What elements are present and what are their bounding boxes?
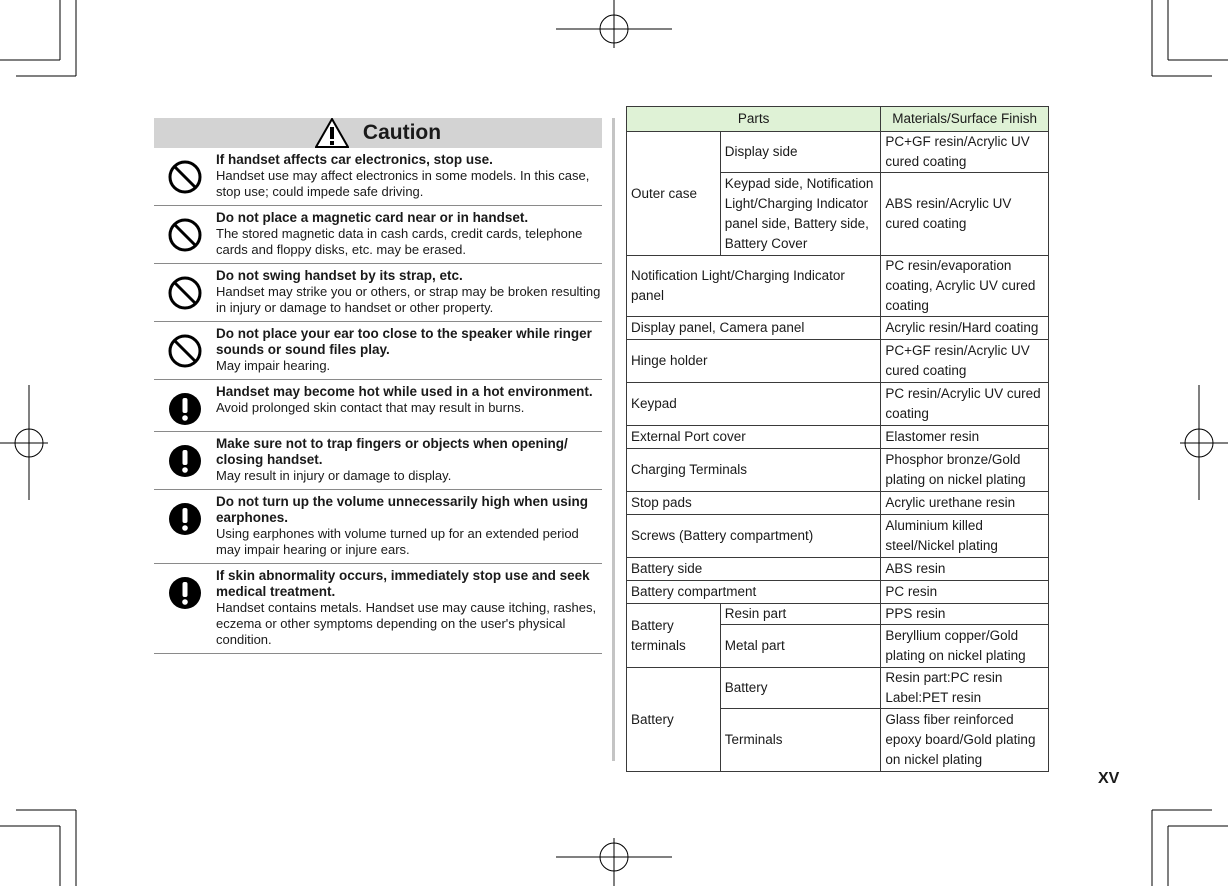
part-cell: External Port cover [627, 426, 881, 449]
page-number: XV [1098, 770, 1120, 787]
caution-item [154, 490, 602, 564]
table-row [627, 317, 1049, 340]
instruction-icon [154, 384, 216, 426]
part-cell: Resin part [720, 604, 881, 625]
caution-section [154, 118, 602, 654]
table-row [627, 604, 1049, 625]
caution-item [154, 322, 602, 380]
table-row [627, 515, 1049, 558]
caution-item-text [216, 152, 602, 200]
caution-item-body: Using earphones with volume turned up for an extended period may impair hearing or injure ears. [216, 526, 579, 557]
material-cell: ABS resin [881, 558, 1049, 581]
part-cell: Battery [720, 668, 881, 709]
material-cell: Aluminium killed steel/Nickel plating [881, 515, 1049, 558]
caution-header [154, 118, 602, 148]
material-cell: Acrylic resin/Hard coating [881, 317, 1049, 340]
part-cell: Terminals [720, 709, 881, 772]
part-cell: Stop pads [627, 492, 881, 515]
caution-item-heading: If handset affects car electronics, stop use. [216, 152, 493, 167]
caution-item-heading: Do not turn up the volume unnecessarily high when using earphones. [216, 494, 589, 525]
part-cell: Battery side [627, 558, 881, 581]
part-cell: Notification Light/Charging Indicator panel [627, 256, 881, 317]
caution-item-heading: If skin abnormality occurs, immediately stop use and seek medical treatment. [216, 568, 590, 599]
caution-title: Caution [362, 121, 442, 144]
table-row [627, 132, 1049, 173]
instruction-icon [154, 568, 216, 648]
part-cell: Keypad side, Notification Light/Charging Indicator panel side, Battery side, Battery Cover [720, 173, 881, 256]
caution-item-text [216, 384, 602, 426]
material-cell: Beryllium copper/Gold plating on nickel plating [881, 625, 1049, 668]
instruction-icon [154, 436, 216, 484]
part-cell: Screws (Battery compartment) [627, 515, 881, 558]
part-cell: Metal part [720, 625, 881, 668]
material-line: Resin part:PC resin [885, 670, 1003, 685]
header-materials: Materials/Surface Finish [881, 107, 1049, 132]
material-cell: PC resin/Acrylic UV cured coating [881, 383, 1049, 426]
material-cell: ABS resin/Acrylic UV cured coating [881, 173, 1049, 256]
caution-item-text [216, 494, 602, 558]
caution-item [154, 148, 602, 206]
caution-item [154, 564, 602, 654]
prohibition-icon [154, 326, 216, 374]
prohibition-icon [154, 210, 216, 258]
outer-case-label: Outer case [627, 132, 721, 256]
caution-item-body: Handset may strike you or others, or strap may be broken resulting in injury or damage to handset or other property. [216, 284, 601, 315]
caution-item-heading: Make sure not to trap fingers or objects when opening/ closing handset. [216, 436, 568, 467]
battery-label: Battery [627, 668, 721, 772]
caution-item-body: The stored magnetic data in cash cards, credit cards, telephone cards and floppy disks, etc. may be erased. [216, 226, 583, 257]
materials-table [626, 106, 1049, 772]
prohibition-icon [154, 268, 216, 316]
part-cell: Keypad [627, 383, 881, 426]
caution-item-body: Handset contains metals. Handset use may cause itching, rashes, eczema or other symptoms depending on the user's physical condition. [216, 600, 597, 647]
material-cell: PC+GF resin/Acrylic UV cured coating [881, 340, 1049, 383]
material-cell [881, 668, 1049, 709]
table-row [627, 426, 1049, 449]
caution-item-text [216, 210, 602, 258]
caution-item-heading: Do not place your ear too close to the speaker while ringer sounds or sound files play. [216, 326, 592, 357]
material-cell: PPS resin [881, 604, 1049, 625]
caution-item-text [216, 326, 602, 374]
material-cell: Glass fiber reinforced epoxy board/Gold plating on nickel plating [881, 709, 1049, 772]
part-cell: Display side [720, 132, 881, 173]
table-row [627, 492, 1049, 515]
table-row [627, 668, 1049, 709]
material-cell: PC+GF resin/Acrylic UV cured coating [881, 132, 1049, 173]
part-cell: Display panel, Camera panel [627, 317, 881, 340]
material-cell: PC resin [881, 581, 1049, 604]
prohibition-icon [154, 152, 216, 200]
material-cell: Elastomer resin [881, 426, 1049, 449]
caution-item-body: May result in injury or damage to display. [216, 468, 452, 483]
battery-terminals-label: Battery terminals [627, 604, 721, 668]
column-divider [612, 118, 615, 761]
caution-item-text [216, 268, 602, 316]
caution-item [154, 380, 602, 432]
material-cell: Phosphor bronze/Gold plating on nickel plating [881, 449, 1049, 492]
material-cell: Acrylic urethane resin [881, 492, 1049, 515]
caution-item-body: May impair hearing. [216, 358, 331, 373]
table-row [627, 340, 1049, 383]
caution-item-body: Handset use may affect electronics in some models. In this case, stop use; could impede safe driving. [216, 168, 590, 199]
caution-item [154, 206, 602, 264]
caution-item-heading: Handset may become hot while used in a hot environment. [216, 384, 593, 399]
part-cell: Battery compartment [627, 581, 881, 604]
caution-item-heading: Do not place a magnetic card near or in handset. [216, 210, 529, 225]
part-cell: Charging Terminals [627, 449, 881, 492]
table-row [627, 256, 1049, 317]
caution-item-heading: Do not swing handset by its strap, etc. [216, 268, 463, 283]
table-row [627, 383, 1049, 426]
header-parts: Parts [627, 107, 881, 132]
instruction-icon [154, 494, 216, 558]
caution-item-text [216, 568, 602, 648]
table-row [627, 581, 1049, 604]
warning-triangle-icon [315, 118, 349, 148]
caution-item-body: Avoid prolonged skin contact that may result in burns. [216, 400, 525, 415]
caution-item [154, 264, 602, 322]
caution-item [154, 432, 602, 490]
part-cell: Hinge holder [627, 340, 881, 383]
material-cell: PC resin/evaporation coating, Acrylic UV cured coating [881, 256, 1049, 317]
caution-item-text [216, 436, 602, 484]
table-row [627, 558, 1049, 581]
table-header-row [627, 107, 1049, 132]
table-row [627, 449, 1049, 492]
material-line: Label:PET resin [885, 690, 982, 705]
